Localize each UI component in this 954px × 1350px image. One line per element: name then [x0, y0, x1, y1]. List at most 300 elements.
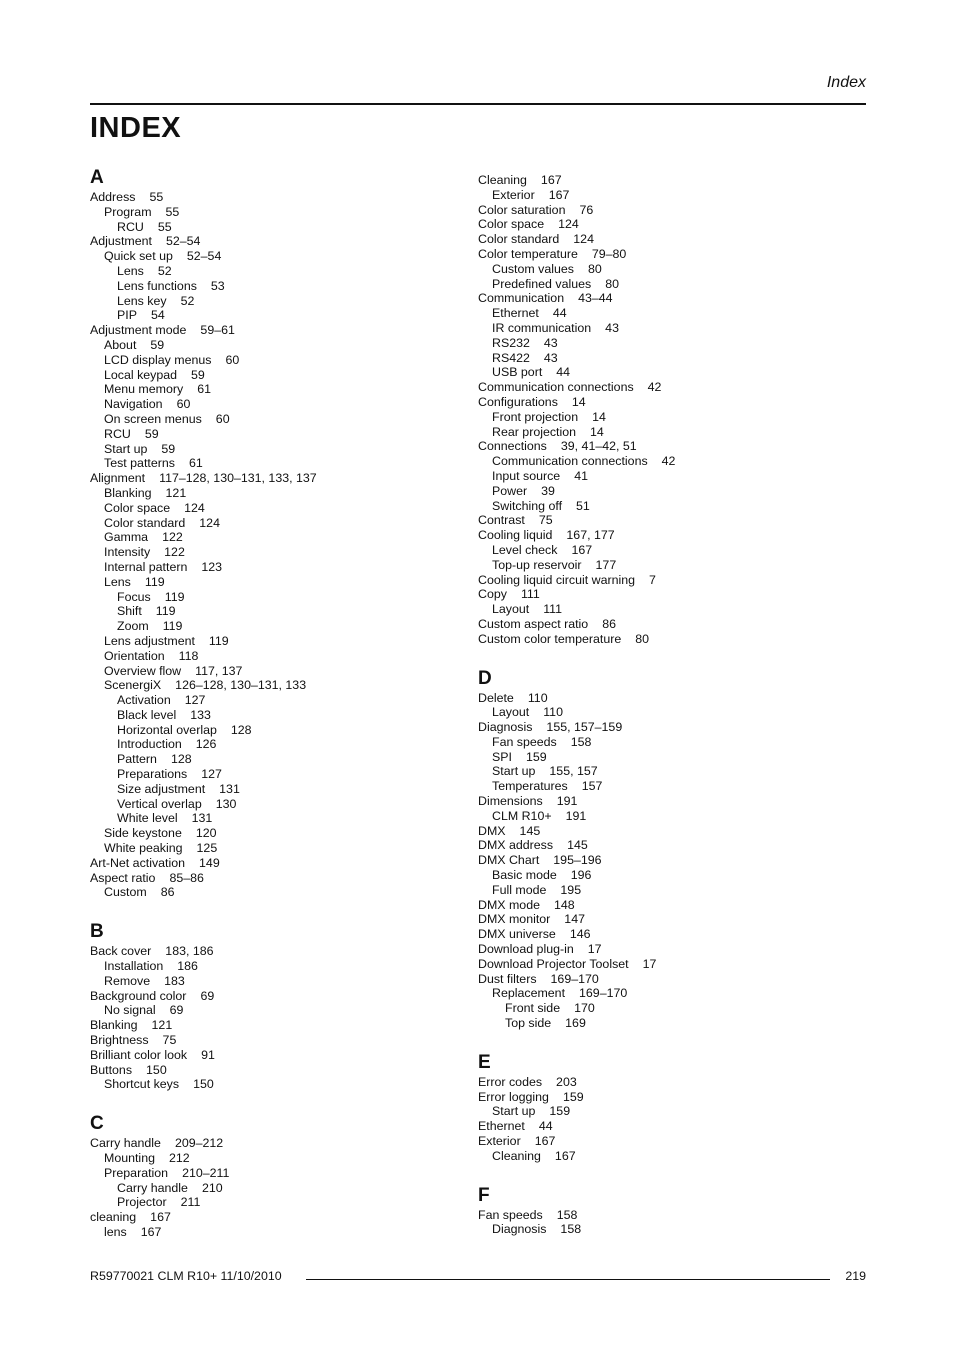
index-column-right [478, 173, 858, 1257]
index-entry [90, 693, 470, 708]
entry-pages: 157 [581, 779, 603, 794]
index-entry [478, 1119, 858, 1134]
index-entry [478, 1222, 858, 1237]
entry-term: Top side [505, 1016, 552, 1031]
entry-term: Error logging [478, 1089, 549, 1104]
entry-term: White peaking [104, 841, 183, 856]
entry-term: Communication [478, 291, 565, 306]
page-number: 219 [845, 1269, 866, 1283]
entry-pages: 131 [191, 811, 213, 826]
index-entry [90, 1003, 470, 1018]
entry-term: Cleaning [492, 1148, 541, 1163]
index-entry [90, 264, 470, 279]
entry-pages: 91 [201, 1047, 215, 1062]
index-entry [478, 824, 858, 839]
entry-term: On screen menus [104, 411, 202, 426]
index-entry [90, 486, 470, 501]
index-entry [478, 1208, 858, 1223]
entry-term: CLM R10+ [492, 808, 552, 823]
entry-pages: 158 [570, 734, 592, 749]
entry-pages: 117–128, 130–131, 133, 137 [159, 471, 317, 486]
index-entry [478, 764, 858, 779]
entry-pages: 131 [219, 781, 240, 796]
entry-term: Carry handle [90, 1136, 161, 1151]
entry-pages: 41 [574, 468, 588, 483]
entry-pages: 183 [164, 973, 185, 988]
entry-term: Blanking [104, 485, 152, 500]
entry-term: cleaning [90, 1210, 137, 1225]
entry-pages: 59 [144, 426, 159, 441]
entry-pages: 80 [635, 631, 650, 646]
index-entry [90, 678, 470, 693]
entry-pages: 127 [201, 767, 222, 782]
entry-pages: 122 [162, 530, 183, 545]
entry-pages: 150 [146, 1062, 167, 1077]
index-entry [90, 575, 470, 590]
index-entry [478, 838, 858, 853]
entry-pages: 121 [151, 1018, 173, 1033]
entry-term: Lens key [117, 293, 167, 308]
entry-term: DMX Chart [478, 853, 540, 868]
entry-term: Test patterns [104, 456, 175, 471]
index-entry [90, 1033, 470, 1048]
entry-term: Layout [492, 602, 530, 617]
index-entry [90, 885, 470, 900]
entry-pages: 44 [538, 1119, 553, 1134]
header-rule [90, 103, 866, 105]
index-entry [478, 439, 858, 454]
entry-term: Aspect ratio [90, 870, 156, 885]
entry-pages: 125 [196, 841, 218, 856]
entry-term: Switching off [492, 498, 563, 513]
entry-pages: 39, 41–42, 51 [560, 439, 637, 454]
index-entry [478, 365, 858, 380]
index-entry [90, 1018, 470, 1033]
entry-pages: 61 [197, 382, 211, 397]
index-entry [478, 247, 858, 262]
entry-pages: 191 [556, 794, 578, 809]
entry-term: Rear projection [492, 424, 577, 439]
entry-term: Buttons [90, 1062, 133, 1077]
entry-term: Orientation [104, 648, 165, 663]
index-entry [90, 664, 470, 679]
index-entry [478, 543, 858, 558]
index-entry [478, 484, 858, 499]
entry-term: About [104, 337, 137, 352]
entry-term: Back cover [90, 944, 152, 959]
entry-term: Full mode [492, 882, 547, 897]
index-entry [90, 871, 470, 886]
entry-term: Start up [104, 441, 148, 456]
entry-term: Pattern [117, 752, 157, 767]
entry-term: Overview flow [104, 663, 182, 678]
index-entry [478, 1149, 858, 1164]
entry-term: Dust filters [478, 971, 537, 986]
entry-term: LCD display menus [104, 352, 212, 367]
entry-term: Input source [492, 468, 561, 483]
index-entry [478, 587, 858, 602]
entry-term: Exterior [478, 1134, 521, 1149]
index-entry [478, 868, 858, 883]
index-entry [90, 545, 470, 560]
section-letter: E [478, 1051, 491, 1073]
entry-term: Internal pattern [104, 559, 188, 574]
entry-term: Art-Net activation [90, 855, 186, 870]
entry-pages: 124 [573, 232, 594, 247]
entry-pages: 122 [164, 545, 185, 560]
entry-term: Preparation [104, 1165, 169, 1180]
index-entry [478, 558, 858, 573]
entry-term: Shortcut keys [104, 1077, 180, 1092]
entry-term: Gamma [104, 530, 149, 545]
entry-term: Contrast [478, 513, 525, 528]
entry-pages: 17 [587, 942, 602, 957]
entry-pages: 195 [560, 882, 582, 897]
entry-term: No signal [104, 1003, 156, 1018]
entry-pages: 159 [549, 1104, 571, 1119]
index-entry [90, 338, 470, 353]
entry-term: Download plug-in [478, 942, 574, 957]
section-letter: C [90, 1113, 104, 1135]
entry-pages: 169–170 [550, 971, 599, 986]
index-entry [478, 351, 858, 366]
entry-term: Activation [117, 693, 171, 708]
entry-term: SPI [492, 749, 512, 764]
index-section [90, 920, 470, 1092]
index-entry [478, 794, 858, 809]
index-entry [90, 944, 470, 959]
entry-term: Projector [117, 1195, 167, 1210]
index-entry [90, 619, 470, 634]
index-entry [478, 972, 858, 987]
entry-pages: 121 [165, 485, 187, 500]
entry-term: Replacement [492, 986, 566, 1001]
entry-term: Mounting [104, 1151, 155, 1166]
index-entry [90, 752, 470, 767]
index-entry [478, 203, 858, 218]
entry-pages: 120 [195, 826, 217, 841]
entry-pages: 210 [201, 1180, 223, 1195]
index-entry [478, 306, 858, 321]
entry-term: Side keystone [104, 826, 182, 841]
entry-pages: 195–196 [553, 853, 602, 868]
entry-term: USB port [492, 365, 543, 380]
entry-pages: 126 [195, 737, 217, 752]
index-entry [90, 205, 470, 220]
entry-pages: 79–80 [591, 246, 627, 261]
entry-term: Dimensions [478, 794, 543, 809]
index-entry [478, 217, 858, 232]
index-entry [90, 1063, 470, 1078]
entry-pages: 52–54 [165, 234, 201, 249]
entry-term: Cleaning [478, 173, 527, 187]
page-title: INDEX [90, 112, 182, 144]
index-entry [478, 188, 858, 203]
entry-pages: 17 [642, 956, 657, 971]
index-entry [478, 573, 858, 588]
entry-term: Lens [104, 574, 131, 589]
index-entry [90, 530, 470, 545]
index-entry [90, 959, 470, 974]
entry-term: Address [90, 190, 136, 204]
index-entry [90, 856, 470, 871]
entry-pages: 155, 157 [549, 764, 598, 779]
index-entry [90, 634, 470, 649]
index-entry [478, 336, 858, 351]
entry-term: Download Projector Toolset [478, 956, 629, 971]
index-entry [90, 1166, 470, 1181]
entry-pages: 44 [556, 365, 571, 380]
index-entry [90, 1048, 470, 1063]
entry-pages: 75 [538, 513, 553, 528]
index-entry [90, 471, 470, 486]
entry-term: Start up [492, 764, 536, 779]
entry-pages: 52–54 [186, 249, 222, 264]
entry-pages: 170 [574, 1001, 595, 1016]
entry-pages: 117, 137 [195, 663, 243, 678]
entry-pages: 128 [230, 722, 252, 737]
entry-pages: 159 [562, 1089, 584, 1104]
entry-pages: 167 [150, 1210, 171, 1225]
entry-term: RCU [117, 219, 144, 234]
index-entry [90, 723, 470, 738]
entry-term: Lens adjustment [104, 633, 195, 648]
entry-pages: 186 [177, 959, 198, 974]
entry-pages: 119 [155, 604, 176, 619]
entry-term: DMX [478, 823, 506, 838]
index-entry [90, 294, 470, 309]
index-entry [90, 412, 470, 427]
entry-term: Local keypad [104, 367, 178, 382]
index-entry [478, 1134, 858, 1149]
entry-pages: 169–170 [579, 986, 628, 1001]
entry-term: Cooling liquid [478, 528, 553, 543]
entry-pages: 69 [200, 988, 215, 1003]
entry-pages: 130 [215, 796, 237, 811]
index-entry [90, 220, 470, 235]
entry-pages: 119 [144, 574, 165, 589]
index-entry [478, 705, 858, 720]
entry-term: Intensity [104, 545, 151, 560]
entry-pages: 133 [190, 707, 211, 722]
index-entry [90, 604, 470, 619]
entry-term: Color temperature [478, 246, 578, 261]
index-entry [478, 291, 858, 306]
entry-pages: 203 [556, 1074, 577, 1089]
index-entry [90, 456, 470, 471]
index-section [478, 173, 858, 647]
entry-pages: 196 [570, 868, 592, 883]
index-column-left [90, 166, 470, 1260]
entry-term: Cooling liquid circuit warning [478, 572, 636, 587]
entry-term: Lens [117, 263, 144, 278]
entry-pages: 59 [191, 367, 205, 382]
index-entry [478, 942, 858, 957]
entry-term: PIP [117, 308, 137, 323]
index-section [90, 1112, 470, 1240]
entry-term: Predefined values [492, 276, 592, 291]
footer-rule [306, 1279, 830, 1280]
entry-pages: 123 [201, 559, 223, 574]
index-entry [478, 927, 858, 942]
index-entry [478, 380, 858, 395]
index-entry [90, 323, 470, 338]
entry-pages: 14 [592, 409, 606, 424]
index-entry [478, 602, 858, 617]
entry-term: Custom [104, 885, 147, 900]
entry-pages: 55 [149, 190, 164, 204]
entry-pages: 54 [150, 308, 165, 323]
index-entry [478, 632, 858, 647]
index-entry [478, 173, 858, 188]
entry-term: Diagnosis [478, 720, 533, 735]
section-letter: F [478, 1184, 490, 1206]
entry-term: Menu memory [104, 382, 184, 397]
entry-pages: 183, 186 [165, 944, 214, 959]
entry-pages: 167, 177 [566, 528, 615, 543]
index-entry [478, 1016, 858, 1031]
entry-term: Program [104, 204, 152, 219]
entry-pages: 43 [543, 335, 558, 350]
entry-pages: 149 [199, 855, 220, 870]
index-entry [90, 797, 470, 812]
entry-term: Level check [492, 542, 558, 557]
entry-pages: 42 [647, 380, 662, 395]
index-entry [90, 1210, 470, 1225]
entry-pages: 209–212 [174, 1136, 224, 1151]
entry-term: Blanking [90, 1018, 138, 1033]
index-entry [478, 957, 858, 972]
entry-pages: 86 [160, 885, 175, 900]
entry-pages: 177 [595, 557, 617, 572]
entry-pages: 55 [157, 219, 172, 234]
entry-pages: 169 [565, 1016, 586, 1031]
entry-pages: 14 [571, 394, 586, 409]
index-entry [90, 974, 470, 989]
index-section [478, 1184, 858, 1238]
index-entry [90, 279, 470, 294]
entry-term: Quick set up [104, 249, 173, 264]
entry-pages: 191 [565, 808, 587, 823]
entry-term: Adjustment [90, 234, 152, 249]
entry-pages: 44 [552, 306, 567, 321]
index-entry [90, 1136, 470, 1151]
entry-term: RS422 [492, 350, 530, 365]
entry-term: Color space [104, 500, 171, 515]
entry-term: Basic mode [492, 868, 557, 883]
entry-term: Color space [478, 217, 545, 232]
entry-pages: 127 [184, 693, 206, 708]
entry-term: Ethernet [492, 306, 539, 321]
index-entry [478, 321, 858, 336]
entry-pages: 55 [165, 204, 180, 219]
section-letter: D [478, 667, 492, 689]
entry-term: Custom aspect ratio [478, 616, 589, 631]
entry-pages: 39 [541, 483, 555, 498]
entry-term: Horizontal overlap [117, 722, 217, 737]
index-entry [478, 720, 858, 735]
entry-term: Ethernet [478, 1119, 525, 1134]
index-entry [478, 1001, 858, 1016]
entry-term: Brilliant color look [90, 1047, 188, 1062]
section-letter: B [90, 921, 104, 943]
entry-pages: 167 [548, 187, 570, 202]
entry-term: Background color [90, 988, 187, 1003]
index-entry [478, 898, 858, 913]
entry-pages: 110 [527, 690, 548, 705]
entry-term: Focus [117, 589, 151, 604]
entry-term: Diagnosis [492, 1222, 547, 1237]
index-entry [90, 397, 470, 412]
index-entry [478, 1104, 858, 1119]
entry-term: Communication connections [492, 454, 648, 469]
index-entry [478, 499, 858, 514]
entry-term: RS232 [492, 335, 530, 350]
index-entry [90, 1225, 470, 1240]
entry-term: Layout [492, 705, 530, 720]
entry-pages: 124 [199, 515, 220, 530]
entry-term: Color saturation [478, 202, 566, 217]
entry-term: Configurations [478, 394, 558, 409]
entry-pages: 210–211 [182, 1165, 230, 1180]
entry-term: Top-up reservoir [492, 557, 582, 572]
entry-term: Shift [117, 604, 142, 619]
section-letter: A [90, 167, 104, 188]
index-entry [478, 750, 858, 765]
entry-term: Custom values [492, 261, 574, 276]
index-entry [90, 649, 470, 664]
index-entry [478, 1075, 858, 1090]
entry-term: Zoom [117, 619, 149, 634]
entry-pages: 60 [176, 397, 191, 412]
entry-term: DMX universe [478, 927, 556, 942]
index-entry [90, 353, 470, 368]
entry-pages: 124 [184, 500, 205, 515]
index-entry [478, 513, 858, 528]
entry-pages: 146 [569, 927, 591, 942]
index-entry [90, 234, 470, 249]
entry-term: DMX address [478, 838, 554, 853]
index-entry [478, 425, 858, 440]
entry-pages: 52 [180, 293, 195, 308]
index-section [478, 1051, 858, 1164]
entry-term: Carry handle [117, 1180, 188, 1195]
page-footer [90, 1269, 866, 1285]
index-section [90, 166, 470, 900]
entry-term: DMX monitor [478, 912, 551, 927]
footer-doc-ref: R59770021 CLM R10+ 11/10/2010 [90, 1269, 282, 1283]
index-entry [478, 232, 858, 247]
entry-pages: 167 [540, 173, 562, 187]
entry-pages: 61 [188, 456, 203, 471]
entry-term: Alignment [90, 471, 146, 486]
index-entry [90, 308, 470, 323]
entry-term: Temperatures [492, 779, 568, 794]
index-entry [90, 989, 470, 1004]
index-entry [478, 853, 858, 868]
entry-pages: 59 [161, 441, 176, 456]
index-entry [478, 617, 858, 632]
index-entry [478, 262, 858, 277]
entry-pages: 60 [215, 411, 230, 426]
entry-pages: 111 [543, 602, 563, 617]
entry-term: Size adjustment [117, 781, 206, 796]
entry-pages: 85–86 [169, 870, 204, 885]
index-entry [90, 1077, 470, 1092]
entry-pages: 76 [579, 202, 594, 217]
entry-term: Power [492, 483, 528, 498]
entry-term: ScenergiX [104, 678, 162, 693]
